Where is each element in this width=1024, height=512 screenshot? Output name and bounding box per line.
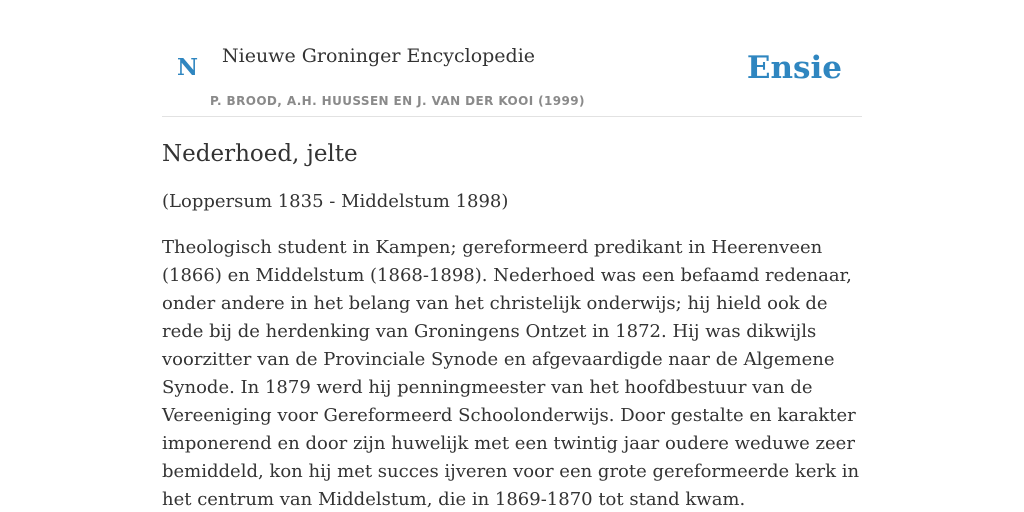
- encyclopedia-authors: P. BROOD, A.H. HUUSSEN EN J. VAN DER KOOI (1999): [210, 94, 585, 108]
- ensie-brand-logo[interactable]: Ensie: [746, 50, 842, 86]
- encyclopedia-logo[interactable]: N: [177, 54, 199, 81]
- article-body: Theologisch student in Kampen; gereformeerd predikant in Heerenveen (1866) en Middelstum (1868-1898). Nederhoed was een befaamd redenaar, onder andere in het belang van het christelijk onderwijs; hij hield ook de rede bij de herdenking van Groningens Ontzet in 1872. Hij was dikwijls voorzitter van de Provinciale Synode en afgevaardigde naar de Algemene Synode. In 1879 werd hij penningmeester van het hoofdbestuur van de Vereeniging voor Gereformeerd Schoolonderwijs. Door gestalte en karakter imponerend en door zijn huwelijk met een twintig jaar oudere weduwe zeer bemiddeld, kon hij met succes ijveren voor een grote gereformeerde kerk in het centrum van Middelstum, die in 1869-1870 tot stand kwam.: [162, 237, 860, 510]
- article-lifespan: (Loppersum 1835 - Middelstum 1898): [162, 191, 509, 212]
- article-content: [162, 138, 862, 512]
- page-header: [162, 0, 862, 117]
- encyclopedia-title-link[interactable]: Nieuwe Groninger Encyclopedie: [222, 45, 536, 67]
- article-title: Nederhoed, jelte: [162, 141, 358, 167]
